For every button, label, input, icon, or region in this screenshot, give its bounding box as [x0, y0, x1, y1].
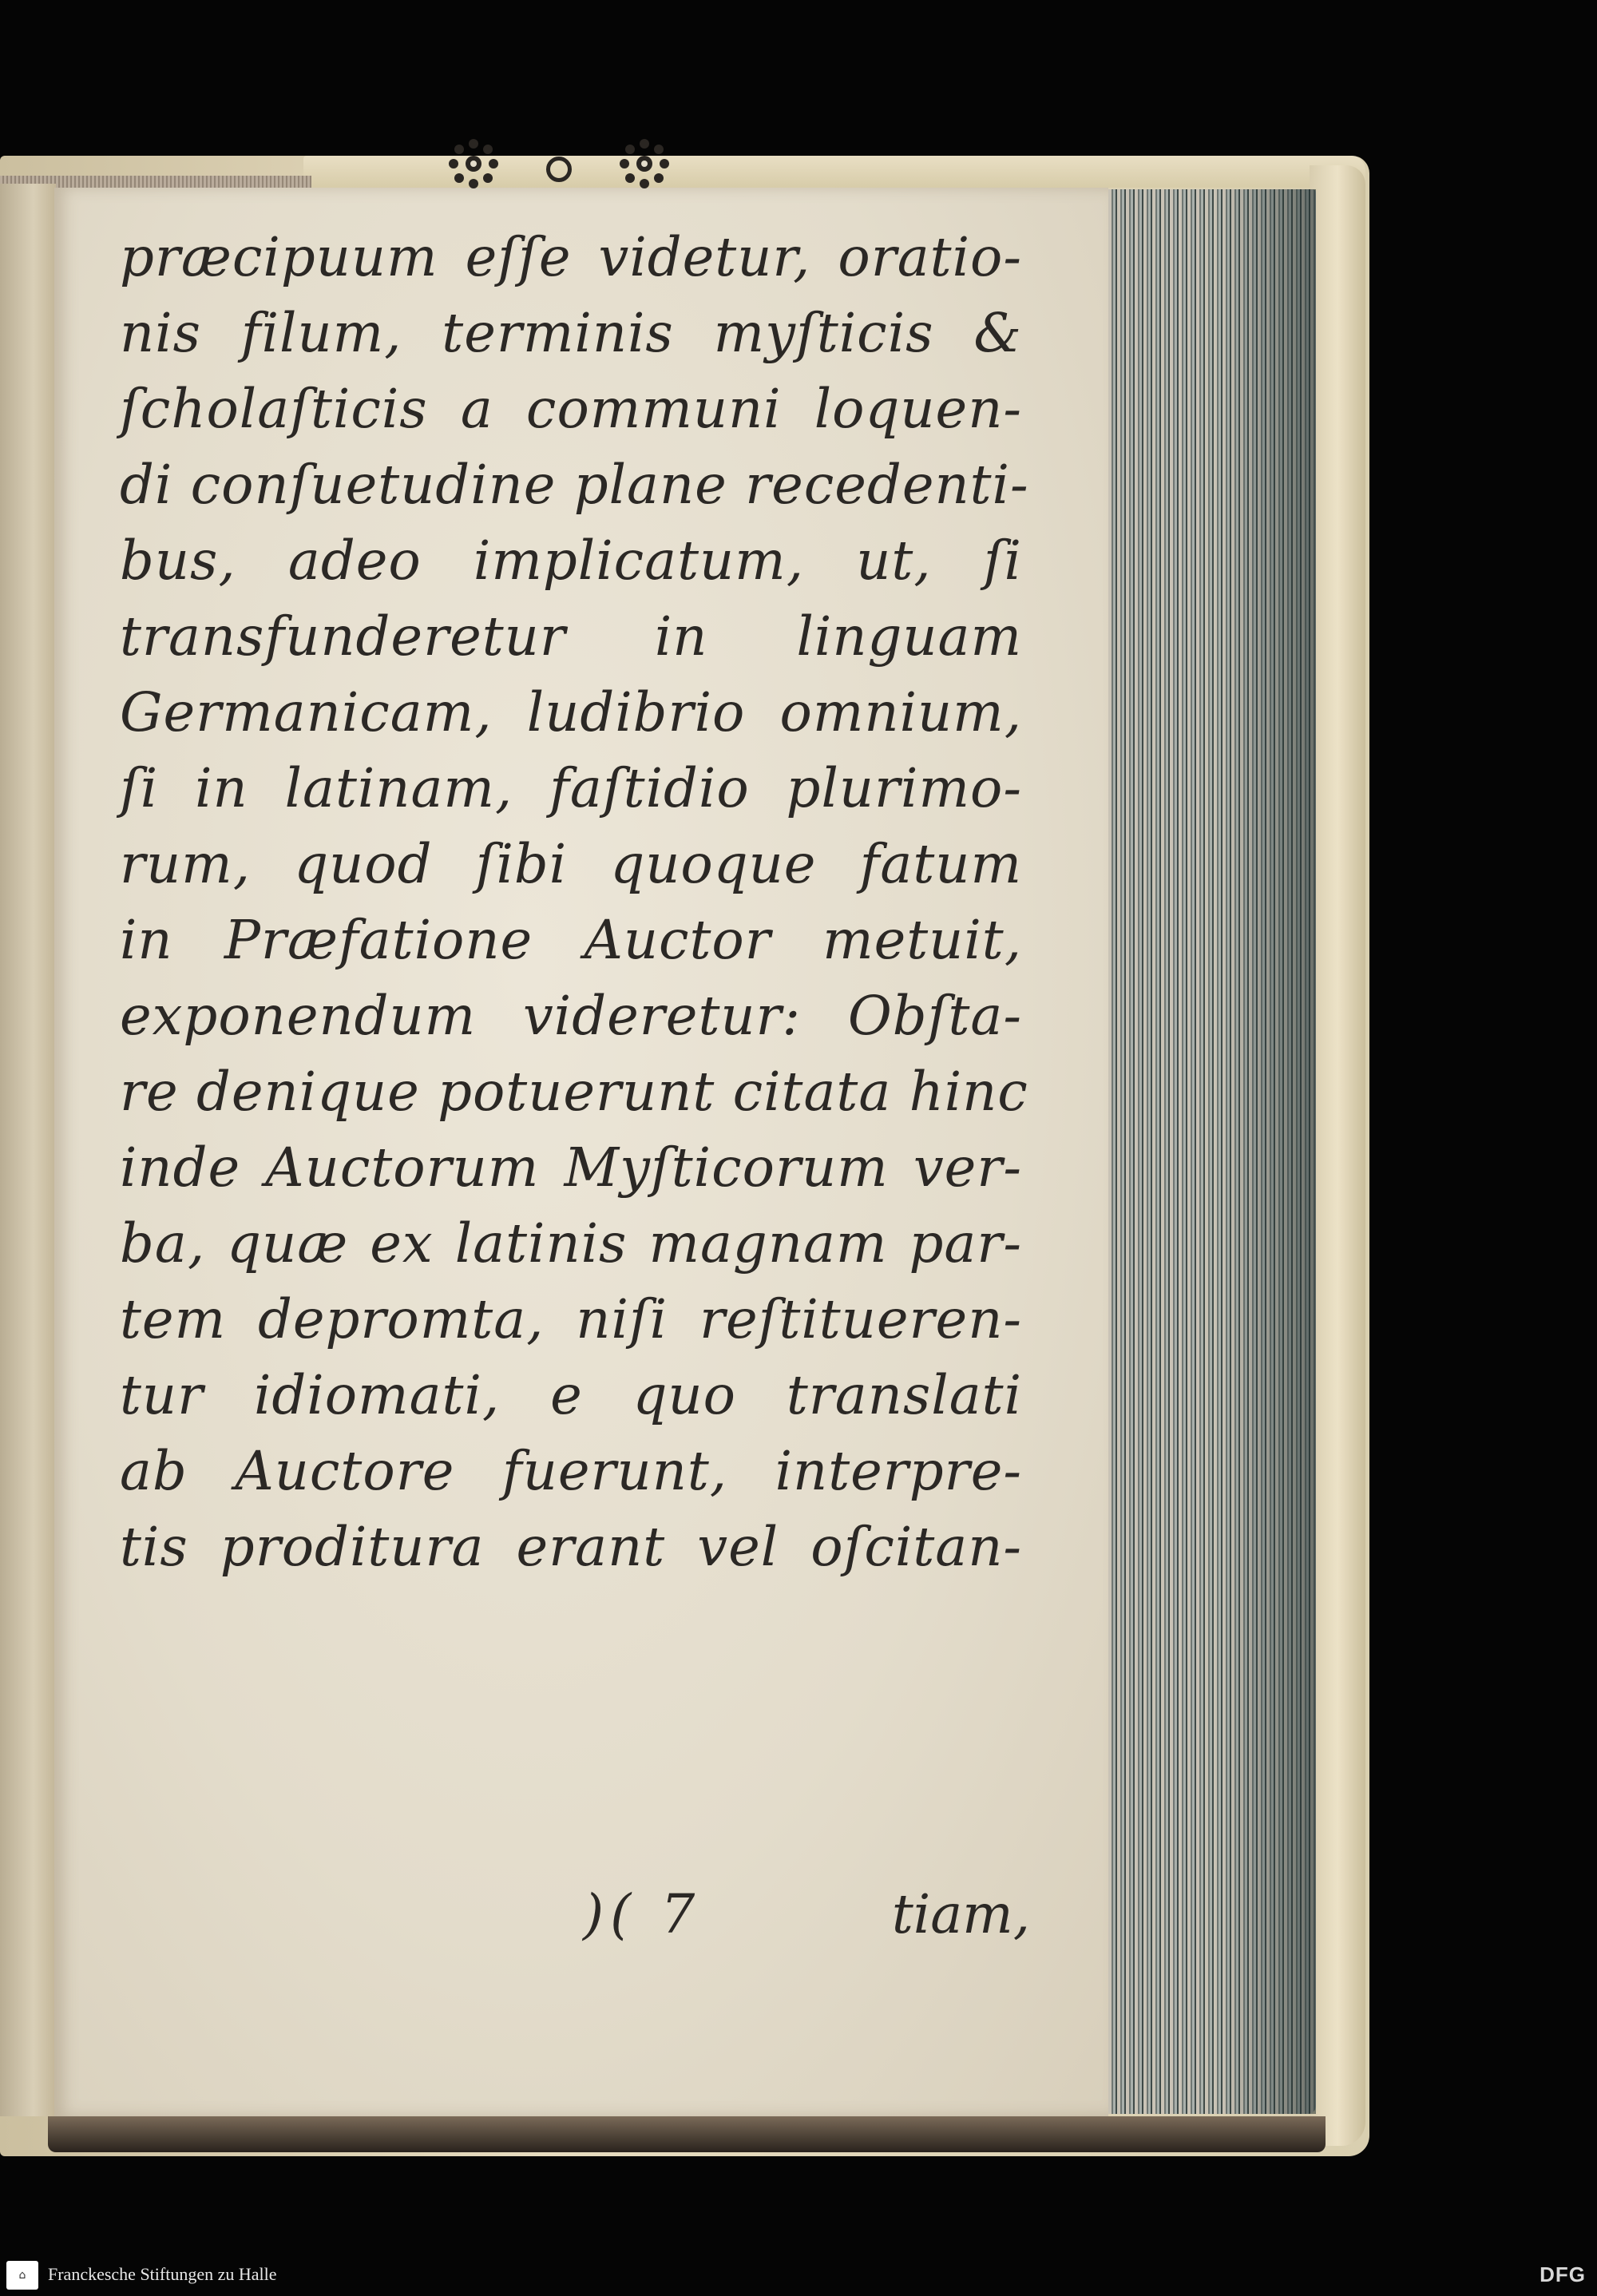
text-line: exponendum videretur: Obſta-: [120, 985, 1022, 1047]
catchword: tiam,: [891, 1883, 1030, 1945]
left-page: [0, 184, 56, 2116]
page-footer: [583, 1877, 1030, 1953]
text-line: ſi in latinam, faſtidio plurimo-: [120, 757, 1022, 819]
rosette-icon: [618, 137, 671, 190]
text-line: re denique potuerunt citata hinc: [120, 1061, 1028, 1123]
text-line: ab Auctore fuerunt, interpre-: [120, 1440, 1022, 1502]
body-text: [120, 220, 1029, 1585]
credit-bar: [0, 2256, 1597, 2296]
text-line: ba, quæ ex latinis magnam par-: [120, 1212, 1022, 1275]
text-line: nis filum, terminis myſticis &: [120, 302, 1022, 364]
ornament-center-mark: [546, 157, 572, 182]
header-ornament: [447, 132, 671, 196]
text-line: tis proditura erant vel oſcitan-: [120, 1516, 1022, 1578]
rosette-icon: [447, 137, 500, 190]
signature-mark: )( 7: [583, 1883, 702, 1945]
funder-logo: DFG: [1540, 2262, 1586, 2286]
text-line: rum, quod ſibi quoque fatum: [120, 833, 1022, 895]
institution-name: Franckesche Stiftungen zu Halle: [48, 2264, 277, 2284]
text-line: ſcholaſticis a communi loquen-: [120, 378, 1022, 440]
text-line: tur idiomati, e quo translati: [120, 1364, 1022, 1426]
cover-fore-edge: [1310, 165, 1365, 2146]
text-line: transfunderetur in linguam: [120, 605, 1022, 668]
text-line: Germanicam, ludibrio omnium,: [120, 681, 1022, 744]
text-line: di conſuetudine plane recedenti-: [120, 454, 1029, 516]
institution-logo-icon: ⌂: [6, 2261, 38, 2290]
text-line: tem depromta, niſi reſtitueren-: [120, 1288, 1022, 1350]
text-line: præcipuum eſſe videtur, oratio-: [120, 226, 1022, 288]
text-line: inde Auctorum Myſticorum ver-: [120, 1136, 1022, 1199]
text-line: in Præfatione Auctor metuit,: [120, 909, 1022, 971]
book-bottom-edge: [48, 2116, 1326, 2152]
text-line: bus, adeo implicatum, ut, ſi: [120, 529, 1022, 592]
page-stack-fore-edge: [1108, 189, 1316, 2114]
